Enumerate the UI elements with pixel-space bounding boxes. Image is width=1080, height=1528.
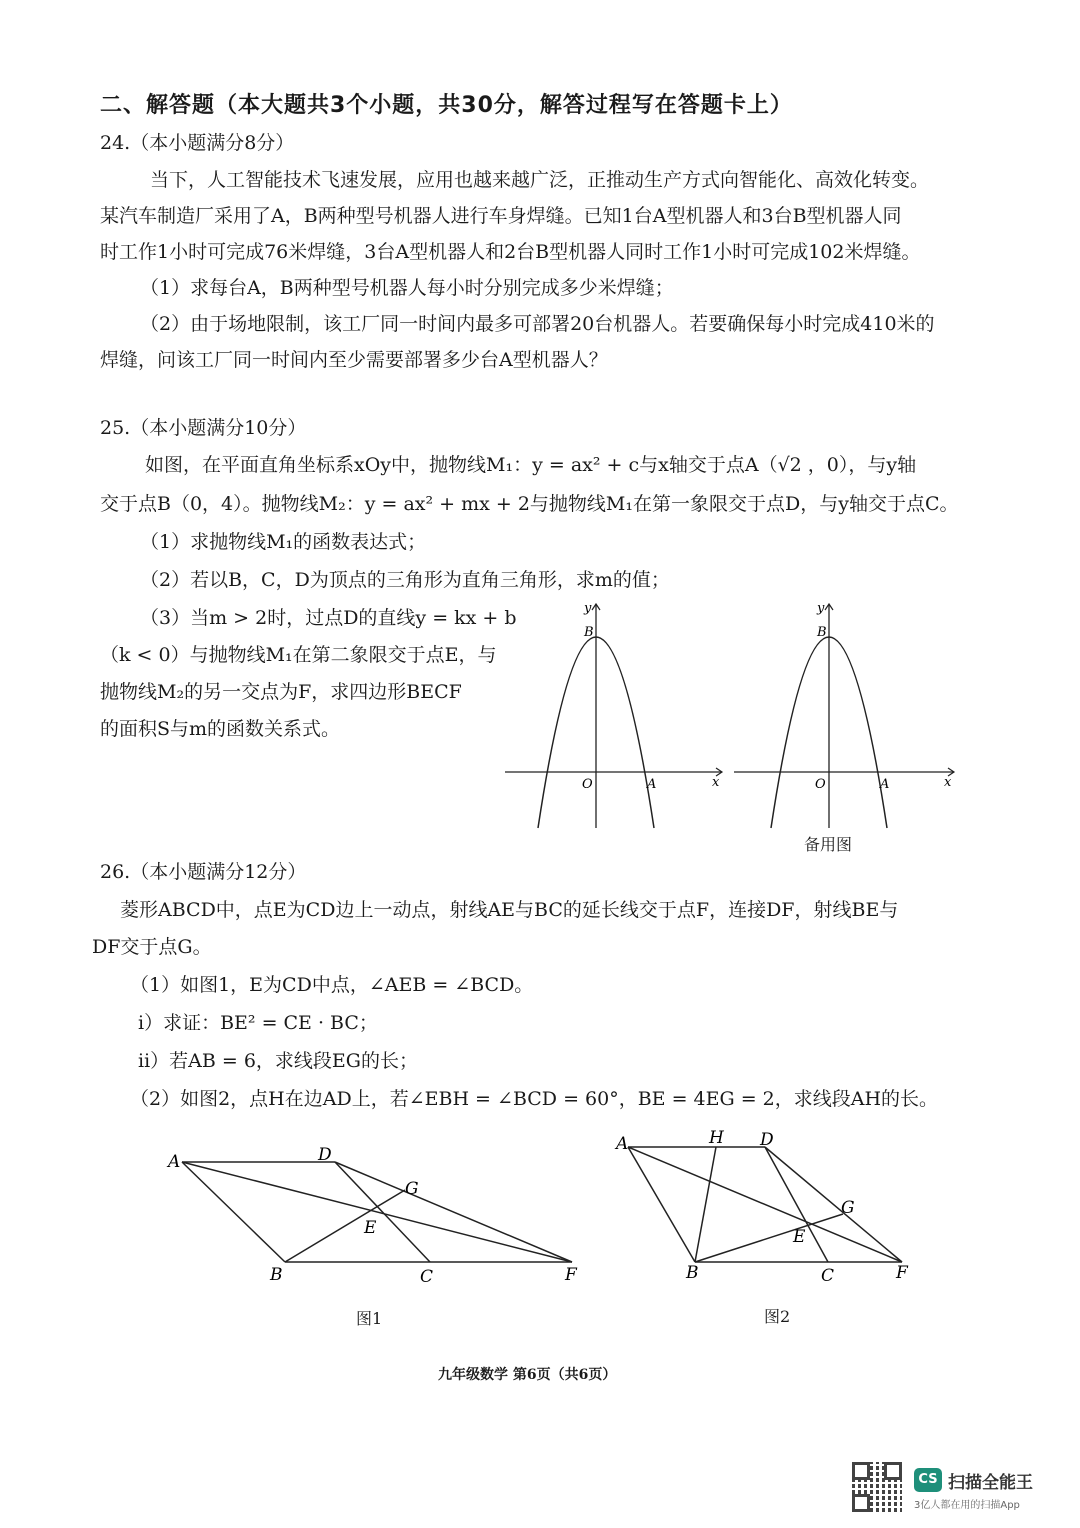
label-f: F [896, 1263, 908, 1283]
figure-2 [610, 1125, 920, 1290]
point-b-label: B [817, 625, 827, 640]
q26-header: 26.（本小题满分12分） [100, 861, 307, 883]
label-g: G [405, 1179, 419, 1199]
q24-line: 当下，人工智能技术飞速发展，应用也越来越广泛，正推动生产方式向智能化、高效化转变。 [150, 169, 930, 191]
q25-part-3: （3）当m > 2时，过点D的直线y = kx + b [140, 607, 517, 629]
scanner-subtitle: 3亿人都在用的扫描App [914, 1500, 1020, 1511]
label-h: H [709, 1128, 724, 1148]
label-c: C [420, 1267, 434, 1287]
y-axis-label: y [817, 601, 825, 616]
segment-df [765, 1147, 902, 1262]
point-b-label: B [584, 625, 594, 640]
segment-ab [628, 1147, 695, 1262]
segment-bh [695, 1147, 716, 1262]
scanner-title: 扫描全能王 [948, 1473, 1033, 1493]
segment-df [335, 1162, 572, 1262]
q24-part-2: （2）由于场地限制，该工厂同一时间内最多可部署20台机器人。若要确保每小时完成410米的 [140, 313, 935, 335]
q26-part-1-ii: ⅱ）若AB = 6，求线段EG的长； [138, 1050, 418, 1072]
figure-1 [160, 1140, 600, 1290]
point-a-label: A [880, 777, 890, 792]
q24-line: 焊缝，问该工厂同一时间内至少需要部署多少台A型机器人？ [100, 349, 608, 371]
q25-part-1: （1）求抛物线M₁的函数表达式； [140, 531, 427, 553]
label-e: E [793, 1227, 806, 1247]
q25-line: （k < 0）与抛物线M₁在第二象限交于点E，与 [100, 644, 497, 666]
q26-part-2: （2）如图2，点H在边AD上，若∠EBH = ∠BCD = 60°，BE = 4EG = 2，求线段AH的长。 [130, 1088, 939, 1110]
ray-bg [695, 1214, 843, 1262]
figure-2-caption: 图2 [764, 1307, 791, 1326]
segment-ab [182, 1162, 285, 1262]
cs-logo-icon: CS [914, 1468, 942, 1492]
q24-line: 某汽车制造厂采用了A，B两种型号机器人进行车身焊缝。已知1台A型机器人和3台B型机器人同 [100, 205, 902, 227]
q26-line: 菱形ABCD中，点E为CD边上一动点，射线AE与BC的延长线交于点F，连接DF，射线BE与 [120, 899, 899, 921]
q25-header: 25.（本小题满分10分） [100, 417, 307, 439]
label-a: A [168, 1152, 181, 1172]
parabola-graph [500, 596, 730, 836]
ray-bg [285, 1190, 405, 1262]
ray-af [182, 1162, 572, 1262]
label-d: D [318, 1145, 332, 1165]
label-d: D [760, 1130, 774, 1150]
x-axis-label: x [944, 775, 952, 790]
origin-label: O [815, 777, 826, 792]
label-b: B [270, 1265, 283, 1285]
section-title: 二、解答题（本大题共3个小题，共30分，解答过程写在答题卡上） [100, 93, 793, 118]
q25-line: 抛物线M₂的另一交点为F，求四边形BECF [100, 681, 462, 703]
label-c: C [821, 1266, 835, 1286]
label-a: A [616, 1134, 629, 1154]
q24-line: 时工作1小时可完成76米焊缝，3台A型机器人和2台B型机器人同时工作1小时可完成102米焊缝。 [100, 241, 921, 263]
q25-line: 交于点B（0，4）。抛物线M₂：y = ax² + mx + 2与抛物线M₁在第一象限交于点D，与y轴交于点C。 [100, 493, 959, 515]
q24-header: 24.（本小题满分8分） [100, 132, 295, 154]
x-axis-label: x [712, 775, 720, 790]
origin-label: O [582, 777, 593, 792]
label-e: E [364, 1218, 377, 1238]
point-a-label: A [647, 777, 657, 792]
page-footer: 九年级数学 第6页（共6页） [438, 1367, 617, 1383]
segment-dc [335, 1162, 430, 1262]
q26-line: DF交于点G。 [92, 936, 212, 958]
q24-part-1: （1）求每台A，B两种型号机器人每小时分别完成多少米焊缝； [140, 277, 674, 299]
figure-1-caption: 图1 [356, 1309, 383, 1328]
label-g: G [841, 1198, 855, 1218]
q25-part-2: （2）若以B，C，D为顶点的三角形为直角三角形，求m的值； [140, 569, 670, 591]
qr-code-icon [852, 1462, 902, 1512]
ray-af [628, 1147, 902, 1262]
q26-part-1-i: ⅰ）求证：BE² = CE · BC； [138, 1012, 378, 1034]
label-f: F [565, 1265, 577, 1285]
q25-line: 的面积S与m的函数关系式。 [100, 718, 341, 740]
label-b: B [686, 1263, 699, 1283]
q26-part-1: （1）如图1，E为CD中点，∠AEB = ∠BCD。 [130, 974, 534, 996]
q25-line: 如图，在平面直角坐标系xOy中，抛物线M₁：y = ax² + c与x轴交于点A（√2 ，0），与y轴 [145, 454, 917, 476]
y-axis-label: y [584, 601, 592, 616]
scanner-watermark [852, 1462, 1052, 1512]
spare-graph-caption: 备用图 [804, 835, 853, 854]
parabola-spare-graph [732, 596, 964, 836]
